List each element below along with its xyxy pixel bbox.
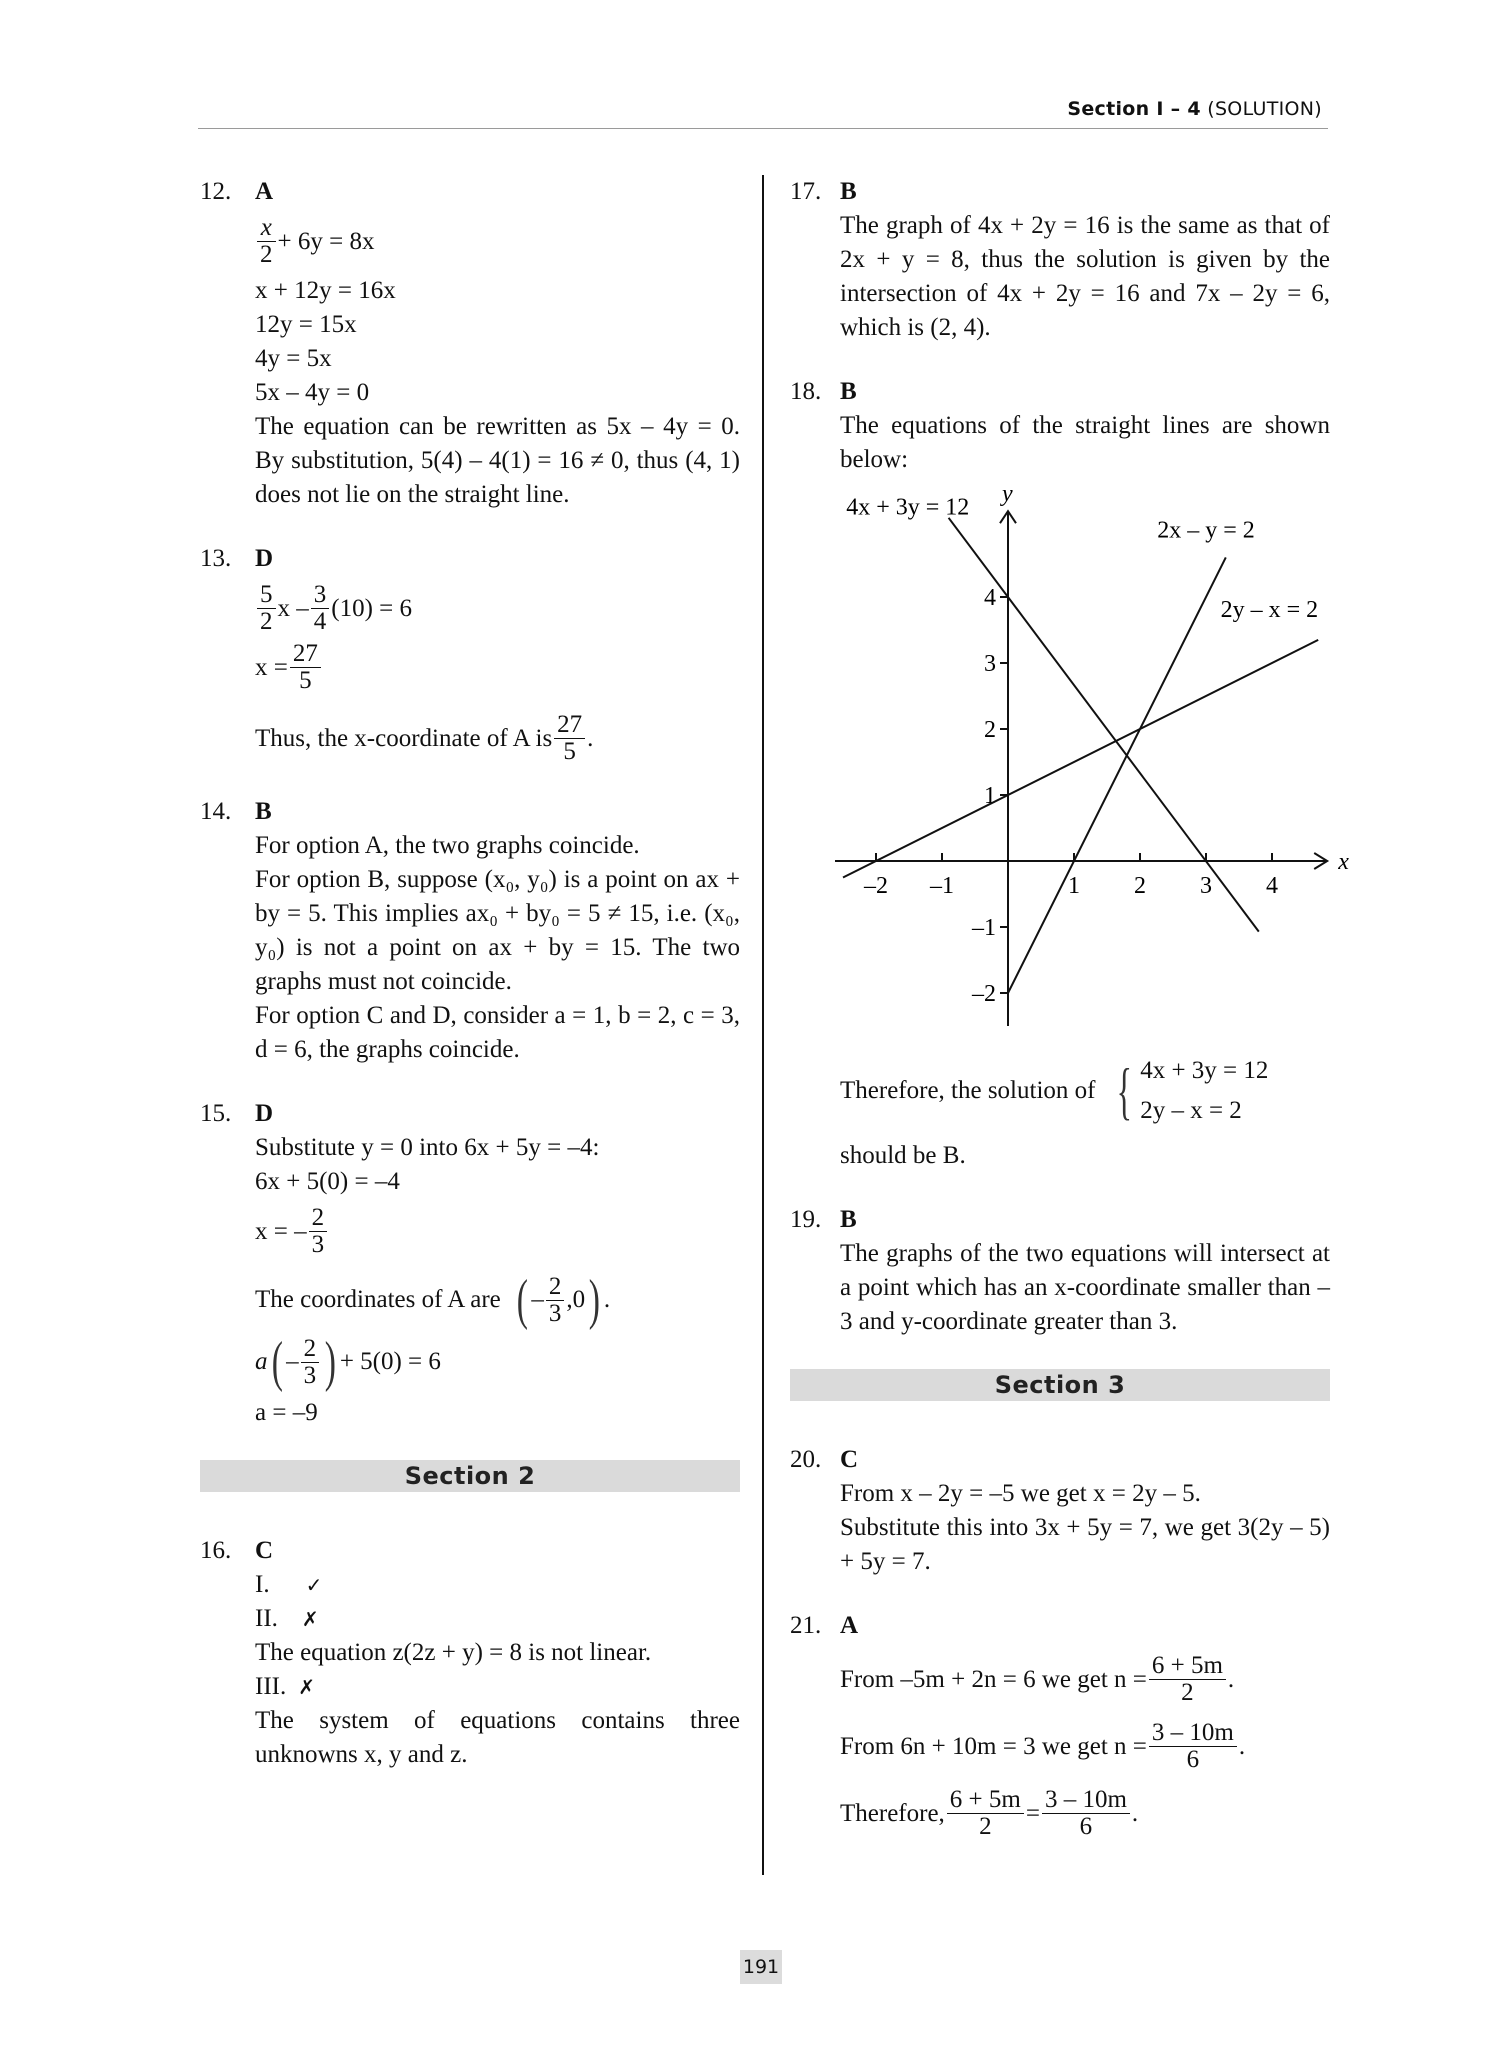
y-axis-label: y bbox=[1002, 481, 1013, 508]
explanation-text: The system of equations contains three unknowns x, y and z. bbox=[255, 1707, 740, 1768]
series-label: 4x + 3y = 12 bbox=[846, 494, 970, 521]
question-number: 13. bbox=[200, 545, 232, 572]
equation-line: x + 12y = 16x bbox=[255, 277, 396, 304]
x-tick-label: 1 bbox=[1068, 873, 1080, 899]
x-axis-label: x bbox=[1338, 849, 1349, 875]
explanation-text: The equation z(2z + y) = 8 is not linear. bbox=[255, 1639, 652, 1666]
equation-row: From 6n + 10m = 3 we get n = $\frac{3 - 10m}{6}$ . bbox=[840, 1719, 1246, 1773]
check-icon: ✓ bbox=[305, 1573, 323, 1597]
fraction: $\frac{27}{5}$ bbox=[290, 641, 321, 694]
y-tick-label: –2 bbox=[972, 981, 996, 1007]
fraction: $\frac{5}{2}$ bbox=[257, 582, 276, 635]
equation-row: x = $\frac{27}{5}$ bbox=[255, 641, 740, 694]
series-label: 2y – x = 2 bbox=[1220, 596, 1319, 623]
explanation-text: The graphs of the two equations will intersect at a point which has an x-coordinate smaller than –3 and y-coordinate greater than 3. bbox=[840, 1240, 1330, 1335]
left-column bbox=[200, 175, 740, 1802]
equation-system bbox=[1109, 1051, 1268, 1131]
series-line bbox=[1008, 557, 1226, 993]
question-13 bbox=[200, 542, 740, 765]
coordinates-row: The coordinates of A are ( – $\frac{2}{3}$ ,0 ) . bbox=[255, 1269, 611, 1331]
question-12 bbox=[200, 175, 740, 512]
explanation-text: The equation can be rewritten as 5x – 4y = 0. By substitution, 5(4) – 4(1) = 16 ≠ 0, thus (4, 1) does not lie on the straight line. bbox=[255, 413, 740, 508]
header-title bbox=[1067, 98, 1322, 120]
answer-letter: A bbox=[255, 178, 274, 205]
explanation-text: From x – 2y = –5 we get x = 2y – 5. bbox=[840, 1480, 1201, 1507]
answer-letter: C bbox=[255, 1537, 274, 1564]
question-15 bbox=[200, 1097, 740, 1430]
question-21 bbox=[790, 1609, 1330, 1840]
fraction: $\frac{6 + 5m}{2}$ bbox=[1149, 1653, 1226, 1706]
equation-row: $\frac{5}{2}$ x – $\frac{3}{4}$ (10) = 6 bbox=[255, 582, 740, 635]
section-2-heading: Section 2 bbox=[200, 1460, 740, 1492]
system-row: Therefore, the solution of { 4x + 3y = 12 2y – x = 2 bbox=[840, 1051, 1330, 1131]
answer-letter: C bbox=[840, 1446, 859, 1473]
right-column bbox=[790, 175, 1349, 1870]
question-number: 19. bbox=[790, 1206, 822, 1233]
y-tick-label: –1 bbox=[972, 915, 996, 941]
system-equation: 4x + 3y = 12 bbox=[1140, 1057, 1269, 1084]
series-label: 2x – y = 2 bbox=[1157, 517, 1255, 544]
line-graph bbox=[822, 481, 1382, 1041]
question-number: 17. bbox=[790, 178, 822, 205]
column-divider bbox=[762, 175, 764, 1875]
answer-letter: A bbox=[840, 1612, 859, 1639]
system-equation: 2y – x = 2 bbox=[1140, 1097, 1242, 1124]
equation-row: From –5m + 2n = 6 we get n = $\frac{6 + 5m}{2}$ . bbox=[840, 1652, 1235, 1706]
fraction: $\frac{6 + 5m}{2}$ bbox=[947, 1787, 1024, 1840]
fraction: $\frac{2}{3}$ bbox=[301, 1336, 320, 1389]
cross-icon: ✗ bbox=[301, 1607, 319, 1631]
fraction: $\frac{3 - 10m}{6}$ bbox=[1149, 1720, 1237, 1773]
question-17 bbox=[790, 175, 1330, 345]
cross-icon: ✗ bbox=[298, 1675, 315, 1699]
answer-letter: B bbox=[255, 798, 272, 825]
conclusion-row: Thus, the x-coordinate of A is $\frac{27}{5}$ . bbox=[255, 711, 594, 765]
explanation-text: For option A, the two graphs coincide. bbox=[255, 832, 640, 859]
explanation-text: Substitute this into 3x + 5y = 7, we get 3(2y – 5) + 5y = 7. bbox=[840, 1514, 1330, 1575]
equation-line: 6x + 5(0) = –4 bbox=[255, 1168, 400, 1195]
y-tick-label: 2 bbox=[984, 717, 996, 743]
fraction: $\frac{3}{4}$ bbox=[311, 582, 330, 635]
page-header bbox=[198, 98, 1328, 129]
fraction: $\frac{x}{2}$ bbox=[257, 215, 276, 268]
answer-letter: D bbox=[255, 545, 274, 572]
statement-i: I. ✓ bbox=[255, 1571, 323, 1598]
answer-letter: D bbox=[255, 1100, 274, 1127]
equation-row: Therefore, $\frac{6 + 5m}{2}$ = $\frac{3 - 10m}{6}$ . bbox=[840, 1786, 1139, 1840]
question-number: 14. bbox=[200, 798, 232, 825]
conclusion-text: should be B. bbox=[840, 1142, 966, 1169]
question-18 bbox=[790, 375, 1349, 1173]
question-16 bbox=[200, 1534, 740, 1772]
x-tick-label: –2 bbox=[864, 873, 888, 899]
section-3-heading: Section 3 bbox=[790, 1369, 1330, 1401]
question-number: 20. bbox=[790, 1446, 822, 1473]
header-section-label: Section I – 4 bbox=[1067, 98, 1201, 120]
x-tick-label: 3 bbox=[1200, 873, 1212, 899]
answer-letter: B bbox=[840, 378, 857, 405]
fraction: $\frac{27}{5}$ bbox=[554, 712, 585, 765]
answer-letter: B bbox=[840, 178, 857, 205]
y-tick-label: 1 bbox=[984, 783, 996, 809]
equation-row: x = – $\frac{2}{3}$ bbox=[255, 1205, 740, 1258]
question-14 bbox=[200, 795, 740, 1067]
x-tick-label: 2 bbox=[1134, 873, 1146, 899]
equation-line: a = –9 bbox=[255, 1399, 318, 1426]
graph-svg bbox=[822, 481, 1382, 1041]
equation-line: 4y = 5x bbox=[255, 345, 332, 372]
header-suffix: (SOLUTION) bbox=[1207, 98, 1322, 120]
equation-line: 12y = 15x bbox=[255, 311, 357, 338]
question-number: 21. bbox=[790, 1612, 822, 1639]
question-number: 16. bbox=[200, 1537, 232, 1564]
question-number: 15. bbox=[200, 1100, 232, 1127]
x-tick-label: 4 bbox=[1266, 873, 1278, 899]
equation-row: a ( – $\frac{2}{3}$ ) + 5(0) = 6 bbox=[255, 1331, 441, 1393]
answer-letter: B bbox=[840, 1206, 857, 1233]
question-number: 12. bbox=[200, 178, 232, 205]
page-number: 191 bbox=[740, 1950, 782, 1984]
y-tick-label: 4 bbox=[984, 585, 996, 611]
equation-row: $\frac{x}{2}$ + 6y = 8x bbox=[255, 215, 740, 268]
fraction: $\frac{2}{3}$ bbox=[309, 1205, 328, 1258]
brace-icon: { bbox=[1117, 1055, 1133, 1126]
explanation-text: The equations of the straight lines are shown below: bbox=[840, 412, 1330, 473]
statement-ii: II. ✗ bbox=[255, 1605, 319, 1632]
question-19 bbox=[790, 1203, 1330, 1339]
x-tick-label: –1 bbox=[930, 873, 954, 899]
series-line bbox=[843, 640, 1318, 878]
explanation-text: Substitute y = 0 into 6x + 5y = –4: bbox=[255, 1134, 600, 1161]
fraction: $\frac{2}{3}$ bbox=[546, 1274, 565, 1327]
question-number: 18. bbox=[790, 378, 822, 405]
equation-line: 5x – 4y = 0 bbox=[255, 379, 370, 406]
explanation-text: For option C and D, consider a = 1, b = 2, c = 3, d = 6, the graphs coincide. bbox=[255, 1002, 740, 1063]
explanation-text: The graph of 4x + 2y = 16 is the same as that of 2x + y = 8, thus the solution is given by the intersection of 4x + 2y = 16 and 7x – 2y = 6, which is (2, 4). bbox=[840, 212, 1330, 341]
statement-iii: III. ✗ bbox=[255, 1673, 315, 1700]
explanation-text: For option B, suppose (x₀, y₀) is a point on ax + by = 5. This implies ax₀ + by₀ = 5 ≠ 15, i.e. (x₀, y₀) is not a point on ax + by = 15. The two graphs must not coincide. bbox=[255, 866, 740, 995]
question-20 bbox=[790, 1443, 1330, 1579]
y-tick-label: 3 bbox=[984, 651, 996, 677]
fraction: $\frac{3 - 10m}{6}$ bbox=[1042, 1787, 1130, 1840]
